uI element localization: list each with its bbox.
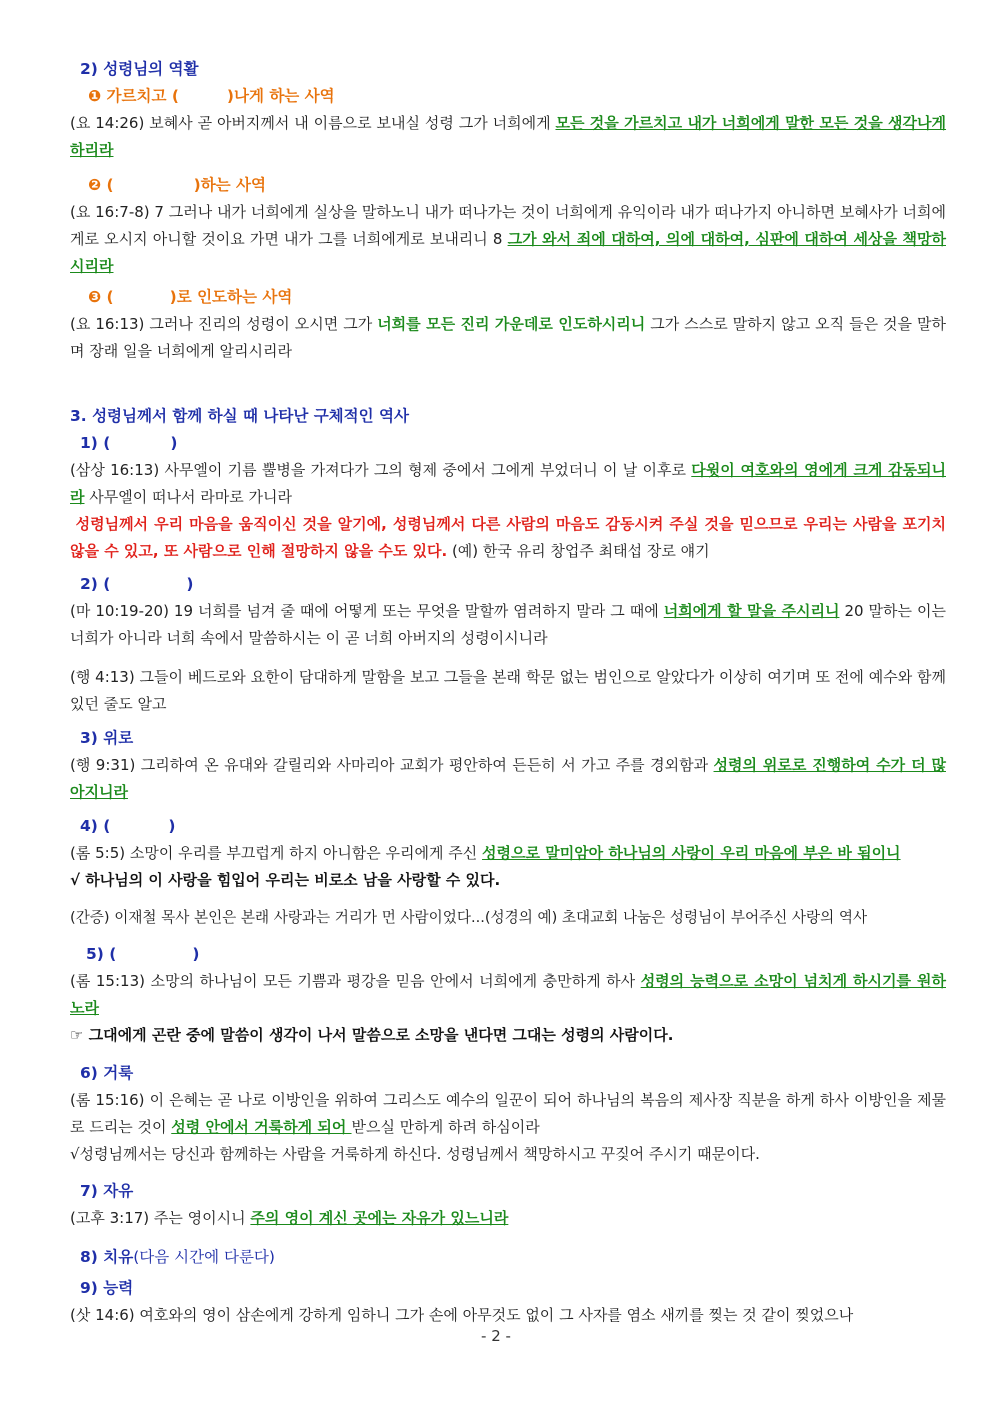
- item-4-verse: [70, 840, 946, 867]
- verse-highlight: 모든 것을 가르치고 내가 너희에게 말한 모든 것을 생각나게 하리라: [70, 114, 947, 159]
- note-red-text: 성령님께서 우리 마음을 움직이신 것을 알기에, 성령님께서 다른 사람의 마음도 감동시켜 주실 것을 믿으므로 우리는 사람을 포기치 않을 수 있고, 또 사람으로 인해 절망하지 않을 수도 있다.: [70, 515, 946, 560]
- role-2-heading: [88, 172, 964, 199]
- item-6-note: √성령님께서는 당신과 함께하는 사람을 거룩하게 하신다. 성령님께서 책망하시고 꾸짖어 주시기 때문이다.: [70, 1145, 760, 1163]
- item-1-verse: [70, 457, 946, 511]
- item-4-heading: [80, 813, 956, 840]
- item-5-prefix: 5) (: [86, 945, 117, 963]
- role-3-number: ❸: [88, 288, 102, 306]
- item-5-suffix: ): [192, 945, 200, 963]
- role-2-suffix: )하는 사역: [193, 176, 266, 194]
- verse-highlight: 그가 와서 죄에 대하여, 의에 대하여, 심판에 대하여 세상을 책망하시리라: [70, 230, 946, 275]
- verse-highlight: 너희를 모든 진리 가운데로 인도하시리니: [377, 315, 646, 333]
- item-7-heading: 7) 자유: [80, 1182, 134, 1200]
- item-2-prefix: 2) (: [80, 575, 111, 593]
- item-3-verse: [70, 752, 946, 806]
- verse-text: (마 10:19-20) 19 너희를 넘겨 줄 때에 어떻게 또는 무엇을 말할까 염려하지 말라 그 때에: [70, 602, 664, 620]
- item-5-heading: [86, 941, 962, 968]
- item-1-heading: [80, 430, 956, 457]
- item-1-prefix: 1) (: [80, 434, 111, 452]
- verse-text: (요 14:26) 보혜사 곧 아버지께서 내 이름으로 보내실 성령 그가 너희에게: [70, 114, 556, 132]
- item-5-note: ☞ 그대에게 곤란 중에 말씀이 생각이 나서 말씀으로 소망을 낸다면 그대는 성령의 사람이다.: [70, 1026, 674, 1044]
- verse-text: (행 9:31) 그리하여 온 유대와 갈릴리와 사마리아 교회가 평안하여 든든히 서 가고 주를 경외함과: [70, 756, 714, 774]
- verse-text: (롬 15:13) 소망의 하나님이 모든 기쁨과 평강을 믿음 안에서 너희에게 충만하게 하사: [70, 972, 641, 990]
- role-1-prefix: 가르치고 (: [106, 87, 179, 105]
- item-9-heading: 9) 능력: [80, 1279, 134, 1297]
- item-6-heading: 6) 거룩: [80, 1064, 134, 1082]
- role-2-number: ❷: [88, 176, 102, 194]
- item-8-heading: [80, 1244, 956, 1271]
- role-1-number: ❶: [88, 87, 102, 105]
- role-3-prefix: (: [106, 288, 114, 306]
- verse-text-rest: 그가 스스로 말하지 않고 오직 들은 것을 말하며 장래 일을 너희에게 알리시리라: [70, 315, 946, 360]
- verse-highlight: 다윗이 여호와의 영에게 크게 감동되니라: [70, 461, 946, 506]
- item-1-suffix: ): [170, 434, 178, 452]
- item-4-witness: (간증) 이재철 목사 본인은 본래 사랑과는 거리가 먼 사람이었다...(성경의 예) 초대교회 나눔은 성령님이 부어주신 사랑의 역사: [70, 909, 868, 926]
- note-example: (예) 한국 유리 창업주 최태섭 장로 얘기: [447, 542, 710, 560]
- verse-text: (삼상 16:13) 사무엘이 기름 뿔병을 가져다가 그의 형제 중에서 그에게 부었더니 이 날 이후로: [70, 461, 692, 479]
- item-7-verse: [70, 1205, 946, 1232]
- role-3-heading: [88, 284, 964, 311]
- verse-highlight: 성령으로 말미암아 하나님의 사랑이 우리 마음에 부은 바 됨이니: [482, 844, 901, 862]
- role-1-heading: [88, 83, 964, 110]
- item-9-verse: (삿 14:6) 여호와의 영이 삼손에게 강하게 임하니 그가 손에 아무것도 없이 그 사자를 염소 새끼를 찢는 것 같이 찢었으나: [70, 1306, 854, 1324]
- item-5-verse: [70, 968, 946, 1022]
- verse-highlight: 성령의 능력으로 소망이 넘치게 하시기를 원하노라: [70, 972, 946, 1017]
- role-1-verse: [70, 110, 946, 164]
- role-3-suffix: )로 인도하는 사역: [169, 288, 293, 306]
- verse-text: (요 16:7-8) 7 그러나 내가 너희에게 실상을 말하노니 내가 떠나가는 것이 너희에게 유익이라 내가 떠나가지 아니하면 보혜사가 너희에게로 오시지 아니할 것이요 가면 내가 그를 너희에게로 보내리니 8: [70, 203, 946, 248]
- item-6-verse: [70, 1087, 946, 1141]
- item-2-heading: [80, 571, 956, 598]
- item-2-verse: [70, 598, 946, 652]
- item-1-note: [70, 511, 946, 565]
- page-number: - 2 -: [481, 1327, 511, 1345]
- verse-text: (롬 15:16) 이 은혜는 곧 나로 이방인을 위하여 그리스도 예수의 일꾼이 되어 하나님의 복음의 제사장 직분을 하게 하사 이방인을 제물로 드리는 것이: [70, 1091, 946, 1136]
- verse-text: (고후 3:17) 주는 영이시니: [70, 1209, 251, 1227]
- role-1-suffix: )나게 하는 사역: [226, 87, 335, 105]
- item-4-note: √ 하나님의 이 사랑을 힘입어 우리는 비로소 남을 사랑할 수 있다.: [70, 871, 501, 889]
- item-4-prefix: 4) (: [80, 817, 111, 835]
- item-3-heading: 3) 위로: [80, 729, 134, 747]
- verse-highlight: 성령의 위로로 진행하여 수가 더 많아지니라: [70, 756, 946, 801]
- section-3-heading: 3. 성령님께서 함께 하실 때 나타난 구체적인 역사: [70, 407, 409, 425]
- verse-text-rest: 20 말하는 이는 너희가 아니라 너희 속에서 말씀하시는 이 곧 너희 아버지의 성령이시니라: [70, 602, 946, 647]
- verse-highlight: 성령 안에서 거룩하게 되어: [171, 1118, 352, 1136]
- role-2-verse: [70, 199, 946, 280]
- item-2-suffix: ): [186, 575, 194, 593]
- role-2-prefix: (: [106, 176, 114, 194]
- role-3-verse: [70, 311, 946, 365]
- item-8-subtitle: (다음 시간에 다룬다): [133, 1248, 275, 1266]
- section-2-heading: 2) 성령님의 역활: [80, 60, 199, 78]
- verse-text: (요 16:13) 그러나 진리의 성령이 오시면 그가: [70, 315, 378, 333]
- verse-text-rest: 사무엘이 떠나서 라마로 가니라: [84, 488, 292, 506]
- item-4-suffix: ): [168, 817, 176, 835]
- verse-text-rest: 받으실 만하게 하려 하심이라: [351, 1118, 540, 1136]
- verse-highlight: 주의 영이 계신 곳에는 자유가 있느니라: [250, 1209, 509, 1227]
- item-2-verse-2: (행 4:13) 그들이 베드로와 요한이 담대하게 말함을 보고 그들을 본래 학문 없는 범인으로 알았다가 이상히 여기며 또 전에 예수와 함께 있던 줄도 알고: [70, 668, 946, 713]
- item-8-title: 8) 치유: [80, 1248, 134, 1266]
- verse-text: (롬 5:5) 소망이 우리를 부끄럽게 하지 아니함은 우리에게 주신: [70, 844, 483, 862]
- verse-highlight: 너희에게 할 말을 주시리니: [663, 602, 840, 620]
